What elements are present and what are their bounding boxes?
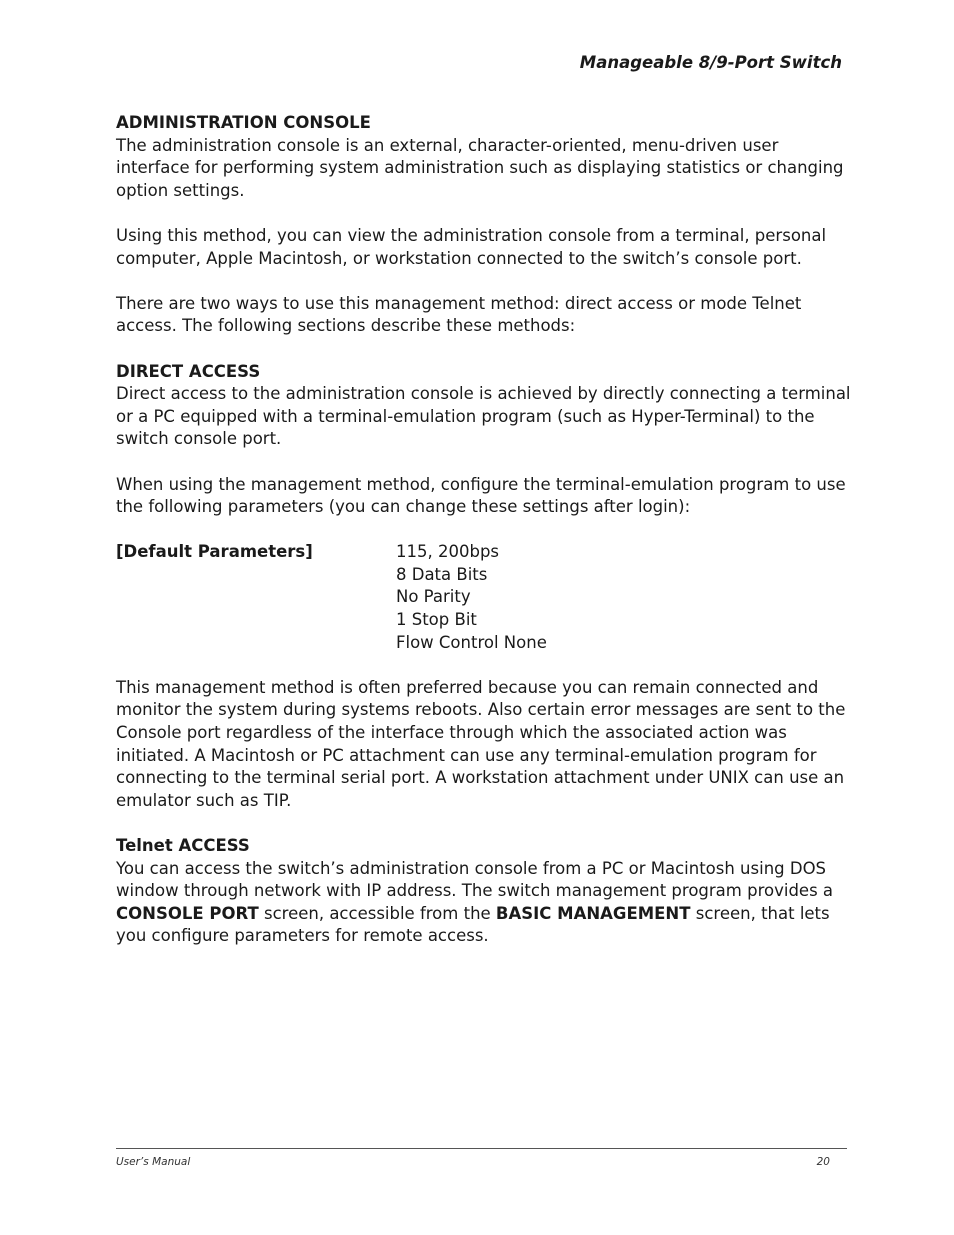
default-parameters-label: [Default Parameters] — [116, 542, 313, 562]
parameter-item: Flow Control None — [396, 632, 547, 652]
default-parameters-block — [116, 541, 856, 654]
section-direct-access — [116, 361, 856, 813]
text-run: screen, that lets you configure parameters for remote access. — [116, 903, 830, 946]
footer-manual-label: User’s Manual — [116, 1156, 191, 1168]
bold-term-console-port: CONSOLE PORT — [116, 903, 259, 923]
heading-direct-access: DIRECT ACCESS — [116, 361, 261, 381]
text-run: You can access the switch’s administration console from a PC or Macintosh using DOS window through network with IP address. The switch management program provides a — [116, 858, 834, 901]
section-administration-console — [116, 112, 856, 338]
heading-telnet-access: Telnet ACCESS — [116, 836, 250, 855]
heading-administration-console: ADMINISTRATION CONSOLE — [116, 113, 371, 132]
parameter-item: No Parity — [396, 587, 471, 607]
paragraph: Using this method, you can view the administration console from a terminal, personal computer, Apple Macintosh, or workstation connected to the switch’s console port. — [116, 225, 827, 268]
page-header-title: Manageable 8/9-Port Switch — [579, 53, 842, 72]
paragraph: There are two ways to use this management method: direct access or mode Telnet access. The following sections describe these methods: — [116, 293, 802, 336]
footer-page-number: 20 — [816, 1156, 830, 1168]
footer-divider — [116, 1148, 847, 1149]
paragraph: The administration console is an external, character-oriented, menu-driven user interface for performing system administration such as displaying statistics or changing option settings. — [116, 135, 844, 200]
parameter-item: 1 Stop Bit — [396, 610, 477, 630]
paragraph: When using the management method, configure the terminal-emulation program to use the following parameters (you can change these settings after login): — [116, 474, 846, 517]
bold-term-basic-management: BASIC MANAGEMENT — [495, 903, 691, 923]
paragraph: Direct access to the administration console is achieved by directly connecting a terminal or a PC equipped with a terminal-emulation program (such as Hyper-Terminal) to the switch console port. — [116, 384, 851, 449]
parameter-item: 8 Data Bits — [396, 564, 488, 584]
parameter-item: 115, 200bps — [396, 542, 500, 562]
page-content — [116, 112, 856, 948]
default-parameters-list — [396, 541, 547, 654]
section-telnet-access — [116, 835, 856, 948]
paragraph: This management method is often preferred because you can remain connected and monitor the system during systems reboots. Also certain error messages are sent to the Console port regardless of the interface through which the associated action was initiated. A Macintosh or PC attachment can use any terminal-emulation program for connecting to the terminal serial port. A workstation attachment under UNIX can use an emulator such as TIP. — [116, 677, 846, 810]
text-run: screen, accessible from the — [258, 903, 496, 923]
paragraph — [116, 858, 856, 948]
